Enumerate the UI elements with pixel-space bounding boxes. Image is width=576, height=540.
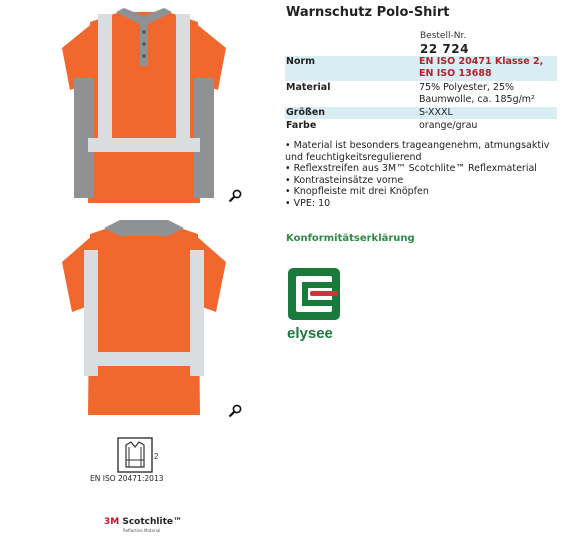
product-title: Warnschutz Polo-Shirt [286, 5, 450, 20]
iso-caption: EN ISO 20471:2013 [90, 474, 164, 483]
elysee-wordmark: elysee [287, 325, 333, 342]
zoom-icon[interactable] [228, 404, 242, 418]
order-number: 22 724 [420, 42, 469, 56]
spec-key: Norm [286, 56, 316, 67]
zoom-icon[interactable] [228, 189, 242, 203]
spec-row-material [285, 82, 557, 106]
iso-20471-pictogram [117, 437, 161, 473]
feature-list [285, 140, 560, 210]
spec-row-sizes [285, 107, 557, 119]
spec-key: Farbe [286, 120, 317, 131]
order-number-label: Bestell-Nr. [420, 31, 467, 41]
feature-item: • Kontrasteinsätze vorne [285, 174, 404, 186]
scotchlite-name: Scotchlite [122, 517, 173, 527]
feature-item: • VPE: 10 [285, 197, 331, 209]
front-product-image[interactable] [60, 8, 228, 208]
spec-key: Material [286, 82, 331, 93]
spec-row-norm [285, 56, 557, 81]
scotchlite-logo [104, 517, 182, 533]
scotchlite-tm: ™ [172, 517, 182, 527]
spec-value: 75% Polyester, 25% Baumwolle, ca. 185g/m² [419, 82, 535, 105]
elysee-logo [286, 266, 348, 344]
spec-value: EN ISO 20471 Klasse 2, EN ISO 13688 [419, 56, 544, 79]
feature-item: • Reflexstreifen aus 3M™ Scotchlite™ Reflexmaterial [285, 163, 537, 175]
feature-item: • Material ist besonders trageangenehm, atmungsaktiv und feuchtigkeitsregulierend [285, 140, 550, 163]
spec-value: orange/grau [419, 120, 478, 131]
feature-item: • Knopfleiste mit drei Knöpfen [285, 186, 429, 198]
back-product-image[interactable] [60, 220, 228, 420]
spec-row-color [285, 120, 557, 132]
spec-key: Größen [286, 107, 326, 118]
scotchlite-3m: 3M [104, 517, 120, 527]
scotchlite-subtitle: Reflective Material [123, 528, 161, 533]
spec-value: S-XXXL [419, 107, 453, 118]
iso-class-number: 2 [154, 452, 159, 461]
conformity-declaration-link[interactable]: Konformitätserklärung [286, 233, 415, 244]
